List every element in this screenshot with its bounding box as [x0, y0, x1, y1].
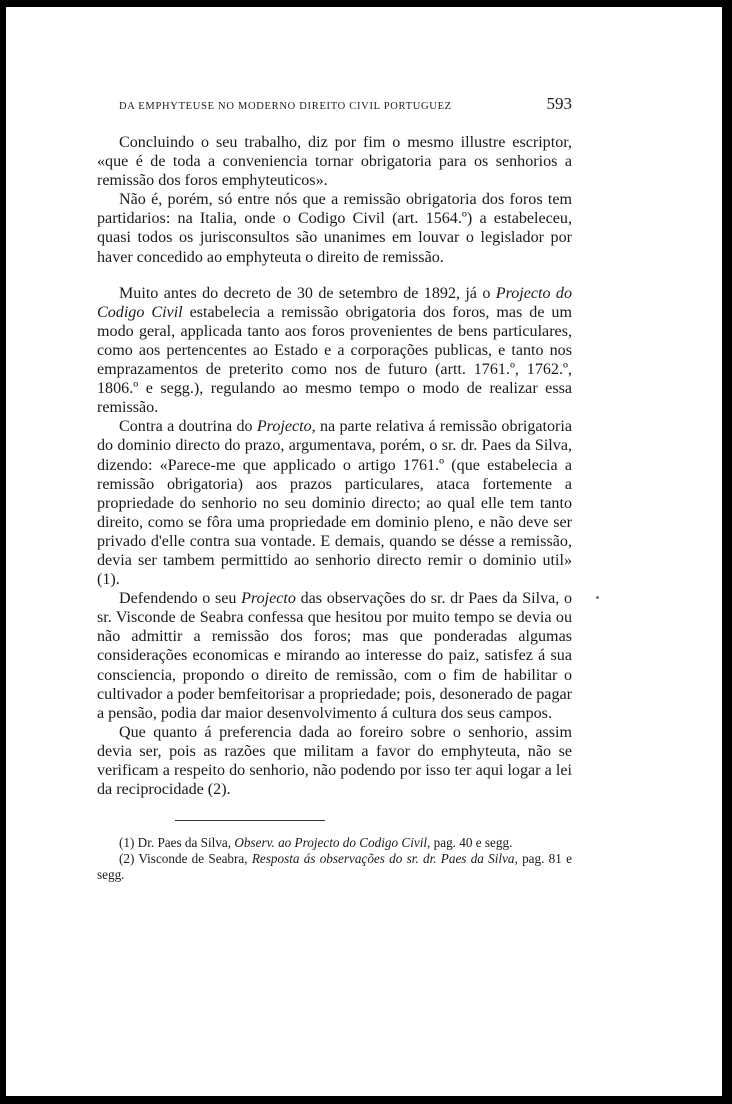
paragraph-2: Não é, porém, só entre nós que a remissão obrigatoria dos foros tem partidarios: na Italia, onde o Codigo Civil (art. 1564.º) a estabeleceu, quasi todos os jurisconsultos são unanimes em louvar o legislador por haver concedido ao emphyteuta o direito de remissão. — [97, 191, 572, 266]
paragraph-6: Que quanto á preferencia dada ao foreiro sobre o senhorio, assim devia ser, pois as razões que militam a favor do emphyteuta, não se verificam a respeito do senhorio, não podendo por isso ter aqui logar a lei da reciprocidade (2). — [97, 723, 572, 799]
paragraph-3: Muito antes do decreto de 30 de setembro de 1892, já o Projecto do Codigo Civil estabelecia a remissão obrigatoria dos foros, mas de um modo geral, applicada tanto aos foros provenientes de bens particulares, como aos pertencentes ao Estado e a corporações publicas, e tanto nos emprazamentos de preterito como nos de futuro (artt. 1761.º, 1762.º, 1806.º e segg.), regulando ao mesmo tempo o modo de realizar essa remissão. — [97, 284, 573, 417]
italic-title: Projecto do Codigo Civil — [97, 284, 573, 321]
footnote-separator — [175, 820, 325, 821]
scan-border-bottom — [0, 1096, 732, 1104]
page-number: 593 — [546, 94, 572, 113]
scan-speck — [596, 596, 599, 599]
italic-title: Projecto — [241, 590, 296, 608]
footnote-2: (2) Visconde de Seabra, Resposta ás observações do sr. dr. Paes da Silva, pag. 81 e segg. — [97, 851, 572, 883]
paragraph-5: Defendendo o seu Projecto das observações do sr. dr Paes da Silva, o sr. Visconde de Seabra confessa que hesitou por muito tempo se devia ou não admittir a remissão dos foros; mas que ponderadas algumas considerações economicas e mirando ao interesse do paiz, satisfez á sua consciencia, propondo o direito de remissão, com o fim de habilitar o cultivador a poder bemfeitorisar a propriedade; pois, desonerado de pagar a pensão, podia dar maior desenvolvimento á cultura dos seus campos. — [97, 590, 572, 722]
body-text — [97, 133, 572, 799]
paragraph-4: Contra a doutrina do Projecto, na parte relativa á remissão obrigatoria do dominio directo do prazo, argumentava, porém, o sr. dr. Paes da Silva, dizendo: «Parece-me que applicado o artigo 1761.º (que estabelecia a remissão obrigatoria) aos prazos particulares, ataca fortemente a propriedade do senhorio no seu dominio directo; ao qual elle tem tanto direito, como se fôra uma propriedade em dominio pleno, e não deve ser privado d'elle contra sua vontade. E demais, quando se désse a remissão, devia ser tambem permittido ao senhorio directo remir o dominio util» (1). — [97, 418, 573, 589]
footnotes — [97, 835, 572, 883]
footnote-citation: Resposta ás observações do sr. dr. Paes da Silva, — [251, 851, 518, 867]
running-title: DA EMPHYTEUSE NO MODERNO DIREITO CIVIL PORTUGUEZ — [119, 101, 452, 112]
italic-title: Projecto, — [256, 418, 316, 436]
scan-border-top — [0, 0, 732, 7]
footnote-citation: Observ. ao Projecto do Codigo Civil, — [234, 835, 431, 851]
running-head — [97, 93, 572, 115]
paragraph-1: Concluindo o seu trabalho, diz por fim o mesmo illustre escriptor, «que é de toda a conveniencia tornar obrigatoria para os senhorios a remissão dos foros emphyteuticos». — [97, 134, 572, 190]
footnote-1: (1) Dr. Paes da Silva, Observ. ao Projecto do Codigo Civil, pag. 40 e segg. — [119, 835, 513, 851]
scan-border-right — [722, 0, 732, 1104]
scan-border-left — [0, 0, 6, 1104]
page-content — [97, 93, 572, 883]
